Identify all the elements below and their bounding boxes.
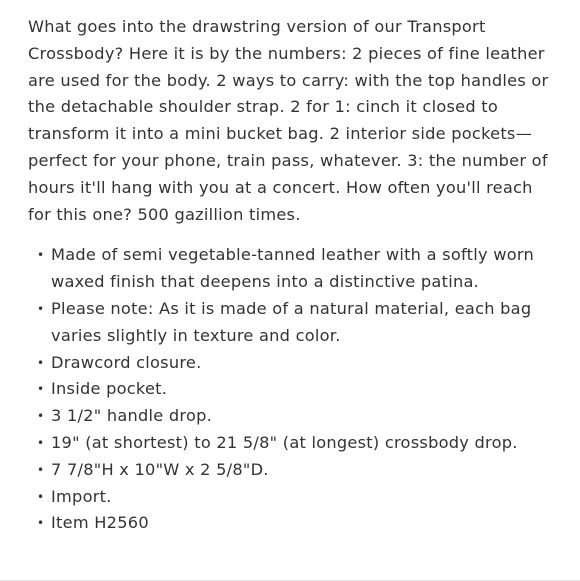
bullet-icon: • [37, 409, 45, 424]
feature-item [28, 430, 558, 457]
feature-text: 19" (at shortest) to 21 5/8" (at longest) crossbody drop. [51, 432, 518, 452]
product-description [28, 14, 558, 537]
feature-text: Inside pocket. [51, 379, 168, 399]
feature-text: 7 7/8"H x 10"W x 2 5/8"D. [51, 459, 269, 479]
feature-item [28, 296, 558, 350]
feature-text: Item H2560 [51, 513, 149, 533]
feature-item [28, 350, 558, 377]
bullet-icon: • [37, 301, 45, 316]
bullet-icon: • [37, 355, 45, 370]
feature-item [28, 457, 558, 484]
feature-text: Drawcord closure. [51, 352, 202, 372]
bullet-icon: • [37, 382, 45, 397]
feature-text: Made of semi vegetable-tanned leather with a softly worn waxed finish that deepens into a distinctive patina. [51, 245, 534, 292]
feature-item [28, 242, 558, 296]
feature-list [28, 242, 558, 537]
feature-text: Import. [51, 486, 112, 506]
feature-item [28, 510, 558, 537]
bullet-icon: • [37, 516, 45, 531]
description-paragraph: What goes into the drawstring version of our Transport Crossbody? Here it is by the numbers: 2 pieces of fine leather are used for the body. 2 ways to carry: with the top handles or the detachable shoulder strap. 2 for 1: cinch it closed to transform it into a mini bucket bag. 2 interior side pockets—perfect for your phone, train pass, whatever. 3: the number of hours it'll hang with you at a concert. How often you'll reach for this one? 500 gazillion times. [28, 17, 549, 224]
feature-item [28, 484, 558, 511]
feature-text: 3 1/2" handle drop. [51, 406, 213, 426]
bullet-icon: • [37, 462, 45, 477]
bullet-icon: • [37, 435, 45, 450]
feature-item [28, 376, 558, 403]
feature-item [28, 403, 558, 430]
bullet-icon: • [37, 248, 45, 263]
feature-text: Please note: As it is made of a natural material, each bag varies slightly in texture and color. [51, 298, 532, 345]
bullet-icon: • [37, 489, 45, 504]
